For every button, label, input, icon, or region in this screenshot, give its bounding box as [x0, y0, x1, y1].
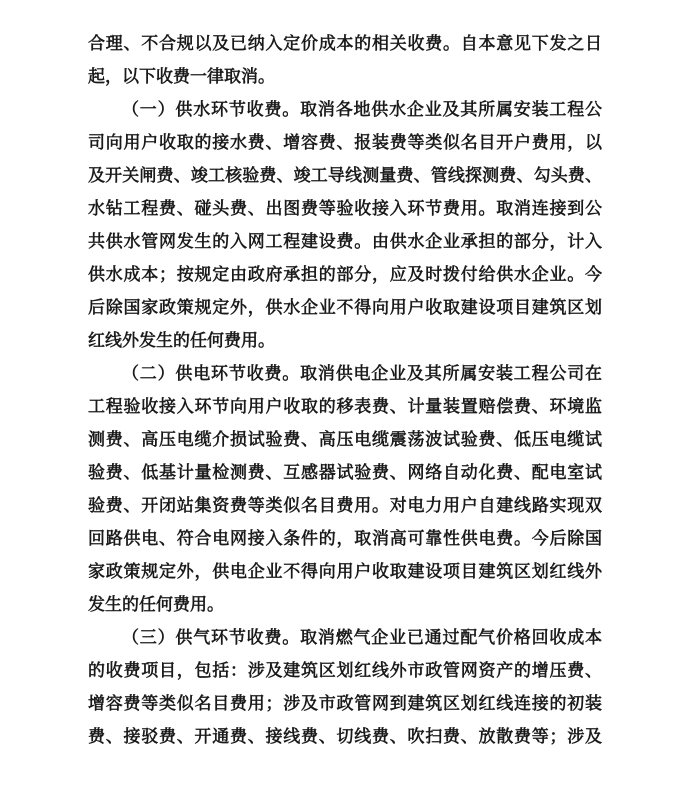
text-line: 的收费项目，包括：涉及建筑区划红线外市政管网资产的增压费、	[88, 661, 602, 680]
text-line: 验费、低基计量检测费、互感器试验费、网络自动化费、配电室试	[88, 463, 602, 482]
text-line: 验费、开闭站集资费等类似名目费用。对电力用户自建线路实现双	[88, 496, 602, 515]
text-line: 合理、不合规以及已纳入定价成本的相关收费。自本意见下发之日	[88, 34, 602, 53]
text-line: 供水成本；按规定由政府承担的部分，应及时拨付给供水企业。今	[88, 265, 602, 284]
text-line: 红线外发生的任何费用。	[88, 331, 275, 350]
text-line: 增容费等类似名目费用；涉及市政管网到建筑区划红线连接的初装	[88, 694, 602, 713]
text-line: 起，以下收费一律取消。	[88, 67, 275, 86]
text-line: 发生的任何费用。	[88, 595, 224, 614]
text-line: （三）供气环节收费。取消燃气企业已通过配气价格回收成本	[122, 628, 602, 647]
text-line: 费、接驳费、开通费、接线费、切线费、吹扫费、放散费等；涉及	[88, 727, 602, 746]
paragraph	[88, 93, 602, 357]
text-line: （二）供电环节收费。取消供电企业及其所属安装工程公司在	[122, 364, 602, 383]
text-line: 司向用户收取的接水费、增容费、报装费等类似名目开户费用，以	[88, 133, 602, 152]
text-line: 水钻工程费、碰头费、出图费等验收接入环节费用。取消连接到公	[88, 199, 602, 218]
text-line: 及开关闸费、竣工核验费、竣工导线测量费、管线探测费、勾头费、	[88, 166, 602, 185]
paragraph	[88, 27, 602, 93]
text-line: 回路供电、符合电网接入条件的，取消高可靠性供电费。今后除国	[88, 529, 602, 548]
paragraph	[88, 621, 602, 753]
text-line: 共供水管网发生的入网工程建设费。由供水企业承担的部分，计入	[88, 232, 602, 251]
text-line: 后除国家政策规定外，供水企业不得向用户收取建设项目建筑区划	[88, 298, 602, 317]
paragraph	[88, 357, 602, 621]
text-line: 测费、高压电缆介损试验费、高压电缆震荡波试验费、低压电缆试	[88, 430, 602, 449]
text-line: 家政策规定外，供电企业不得向用户收取建设项目建筑区划红线外	[88, 562, 602, 581]
text-line: 工程验收接入环节向用户收取的移表费、计量装置赔偿费、环境监	[88, 397, 602, 416]
text-line: （一）供水环节收费。取消各地供水企业及其所属安装工程公	[122, 100, 602, 119]
